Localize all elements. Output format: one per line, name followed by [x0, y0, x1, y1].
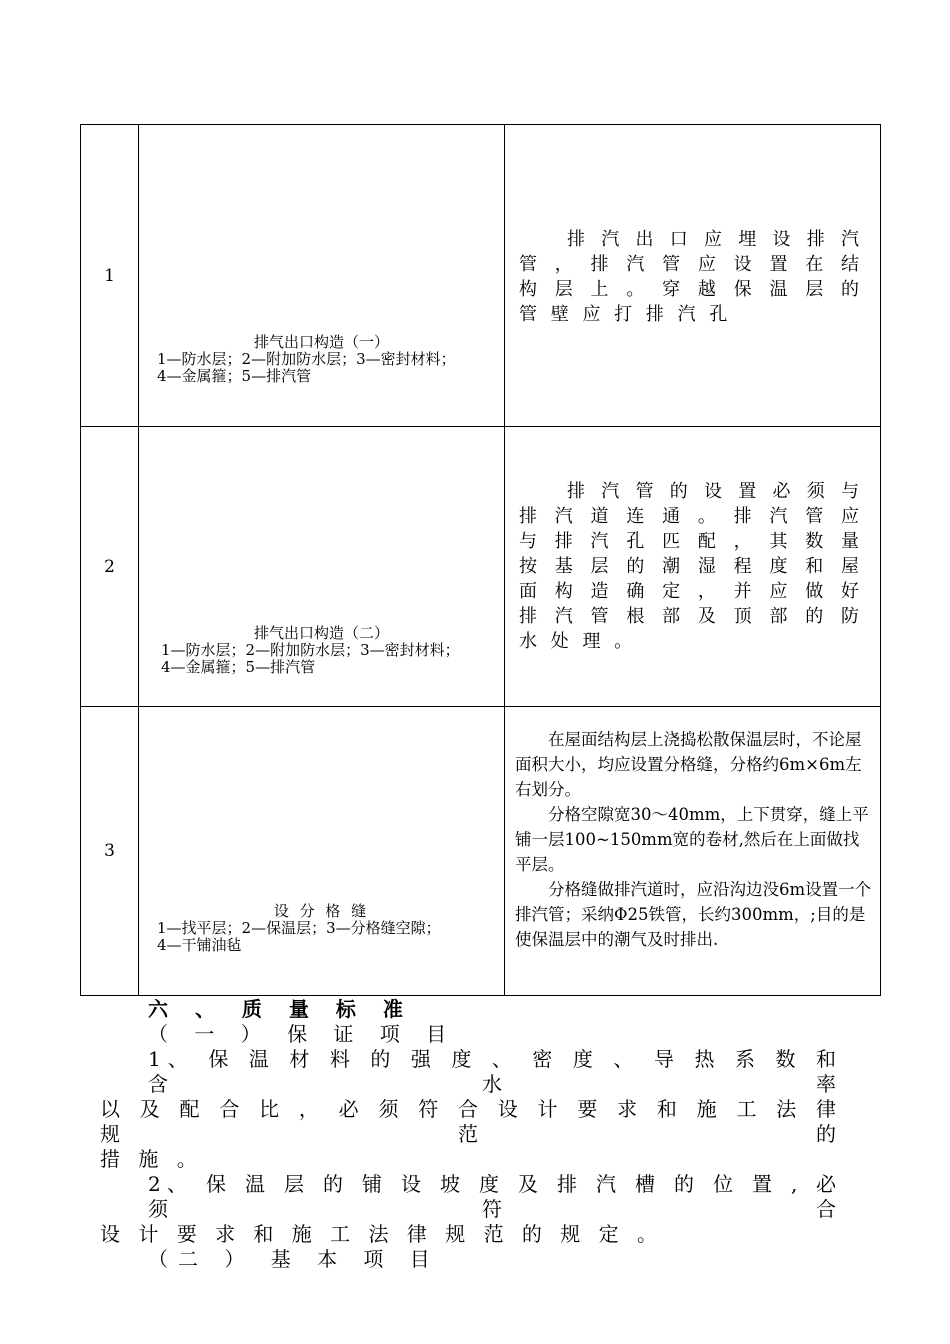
list-item: 2、 保 温 层 的 铺 设 坡 度 及 排 汽 槽 的 位 置 , 必 须 符 合 设 计 要 求 和 施 工 法 律 规 范 的 规 定 。	[100, 1172, 842, 1246]
description-text	[515, 727, 872, 952]
caption-title: 排气出口构造（二）	[253, 624, 389, 642]
figure-cell	[139, 707, 505, 996]
paragraph: 分格缝做排汽道时，应沿沟边没6m设置一个排汽管；采纳Φ25铁管，长约300mm，;目的是使保温层中的潮气及时排出.	[515, 880, 872, 949]
table-row	[81, 125, 881, 427]
construction-table	[80, 124, 881, 996]
description-text: 排 汽 管 的 设 置 必 须 与 排 汽 道 连 通 。 排 汽 管 应 与 排 汽 孔 匹 配 ， 其 数 量 按 基 层 的 潮 湿 程 度 和 屋 面 构 造 确 定 ， 并 应 做 好 排 汽 管 根 部 及 顶 部 的 防 水 处 理 。	[519, 481, 863, 652]
description-cell	[505, 707, 881, 996]
description-cell	[505, 427, 881, 707]
figure-cell	[139, 427, 505, 707]
subsection-heading: （ 一 ） 保 证 项 目	[148, 1022, 457, 1046]
caption-legend: 4—金属箍；5—排汽管	[161, 658, 316, 676]
table-row	[81, 707, 881, 996]
caption-title: 排气出口构造（一）	[253, 333, 389, 351]
figure-caption	[139, 903, 504, 954]
row-number: 3	[81, 707, 139, 996]
caption-legend: 4—金属箍；5—排汽管	[157, 367, 312, 385]
figure-caption	[139, 334, 504, 385]
caption-legend: 1—防水层；2—附加防水层；3—密封材料；	[157, 350, 456, 368]
caption-legend: 4—干铺油毡	[157, 936, 242, 954]
row-number: 1	[81, 125, 139, 427]
paragraph: 在屋面结构层上浇捣松散保温层时，不论屋面积大小，均应设置分格缝，分格约6m×6m左右划分。	[515, 730, 862, 799]
table-row	[81, 427, 881, 707]
subsection-heading: （二 ） 基 本 项 目	[148, 1247, 440, 1271]
figure-cell	[139, 125, 505, 427]
description-text: 排 汽 出 口 应 埋 设 排 汽 管 ， 排 汽 管 应 设 置 在 结 构 层 上 。 穿 越 保 温 层 的 管 壁 应 打 排 汽 孔	[519, 229, 863, 325]
figure-caption	[139, 625, 504, 676]
section-heading: 六 、 质 量 标 准	[148, 997, 413, 1021]
caption-legend: 1—防水层；2—附加防水层；3—密封材料；	[161, 641, 460, 659]
list-item: 1、 保 温 材 料 的 强 度 、 密 度 、 导 热 系 数 和 含 水 率 以 及 配 合 比 ， 必 须 符 合 设 计 要 求 和 施 工 法 律 规 范 的 措 施 。	[100, 1047, 842, 1171]
description-cell	[505, 125, 881, 427]
row-number: 2	[81, 427, 139, 707]
caption-title: 设 分 格 缝	[273, 902, 370, 920]
quality-standard-section	[100, 997, 842, 1272]
caption-legend: 1—找平层；2—保温层；3—分格缝空隙；	[157, 919, 441, 937]
paragraph: 分格空隙宽30～40mm，上下贯穿，缝上平铺一层100~150mm宽的卷材,然后在上面做找平层。	[515, 805, 869, 874]
